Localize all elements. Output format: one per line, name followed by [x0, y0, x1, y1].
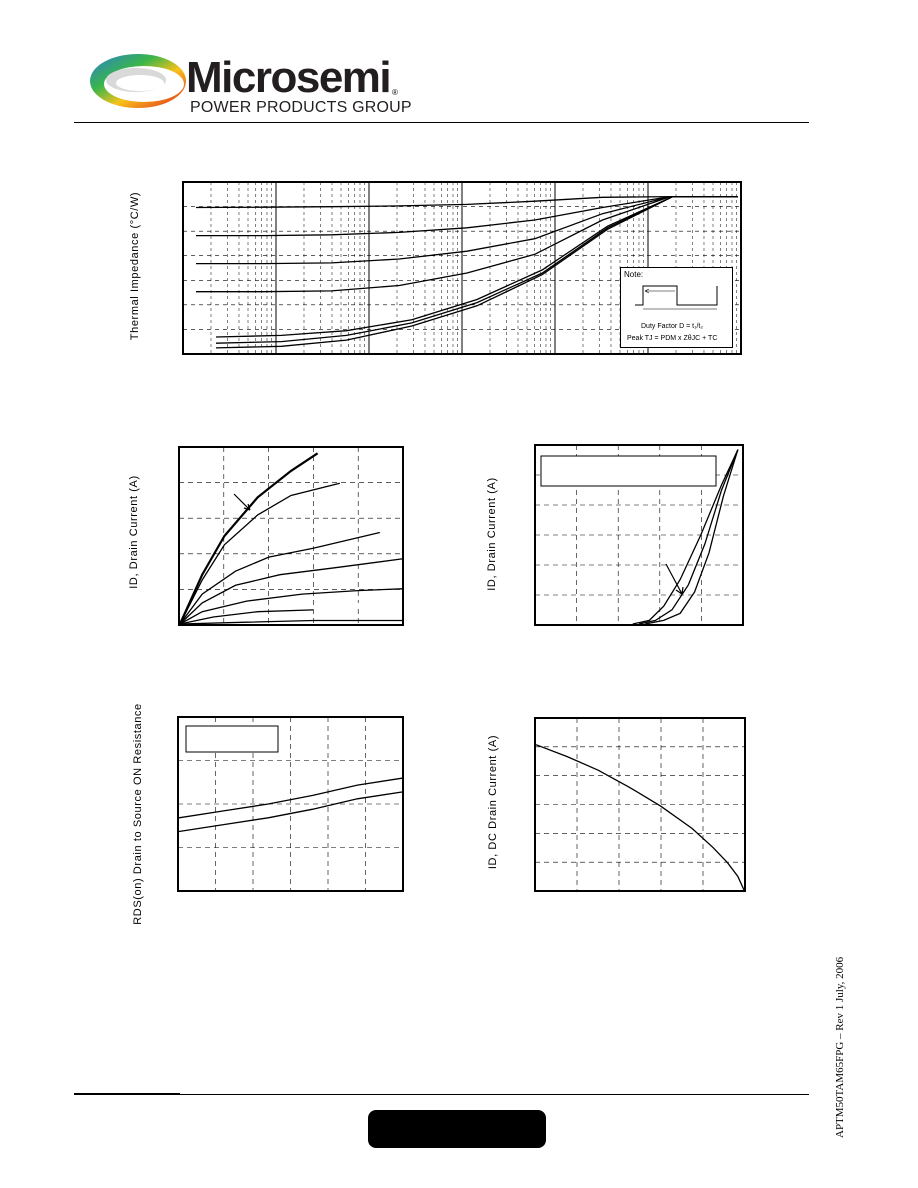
header-rule	[74, 122, 809, 123]
footer-rule	[74, 1094, 809, 1095]
chart5-ylabel: ID, DC Drain Current (A)	[487, 734, 499, 870]
document-revision-note: APTM50TAM65FPG – Rev 1 July, 2006	[834, 956, 846, 1138]
chart3-ylabel: ID, Drain Current (A)	[486, 477, 498, 591]
chart4-ylabel: RDS(on) Drain to Source ON Resistance	[132, 703, 144, 925]
registered-mark: ®	[392, 88, 398, 97]
chart1-ylabel: Thermal Impedance (°C/W)	[129, 191, 141, 341]
note-title: Note:	[624, 270, 644, 279]
output-characteristics-chart	[178, 446, 404, 626]
chart2-ylabel: ID, Drain Current (A)	[128, 475, 140, 589]
note-peak: Peak TJ = PDM x ZθJC + TC	[627, 335, 718, 342]
dc-drain-current-chart	[534, 717, 746, 892]
plot-frame	[179, 447, 403, 625]
microsemi-logo-icon	[86, 50, 190, 112]
transfer-characteristics-chart	[534, 444, 744, 626]
note-duty: Duty Factor D = t₁/t₂	[641, 323, 704, 330]
brand-subtitle: POWER PRODUCTS GROUP	[190, 99, 412, 116]
rds-on-chart	[177, 716, 404, 892]
chart1-note-box	[620, 267, 733, 348]
legend-box	[541, 456, 716, 486]
footer-page-badge	[368, 1110, 546, 1148]
legend-box	[186, 726, 278, 752]
footer-rule-accent	[74, 1093, 180, 1095]
brand-name: Microsemi	[186, 53, 391, 102]
pulse-diagram-icon	[631, 281, 726, 313]
